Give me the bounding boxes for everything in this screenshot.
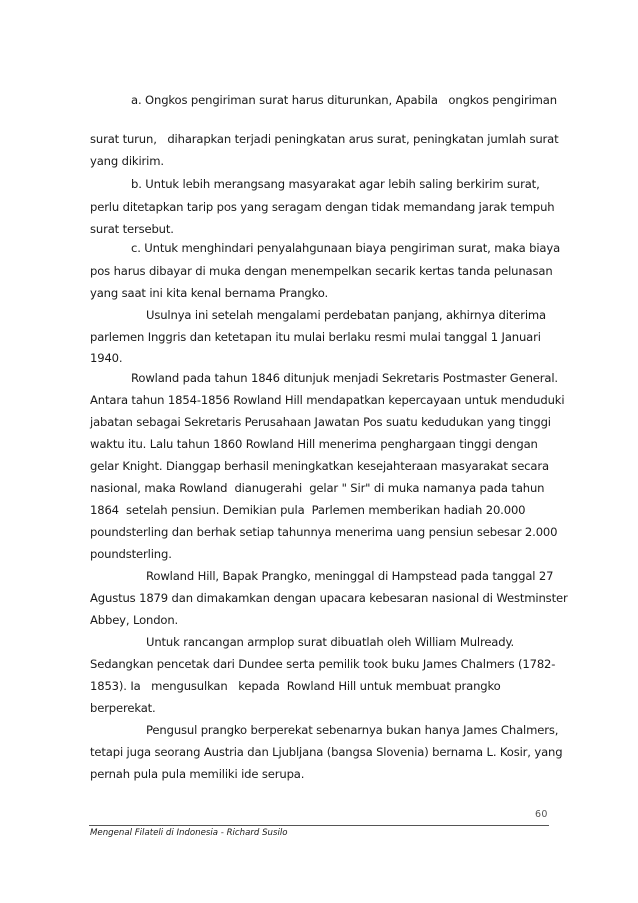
text-line: Agustus 1879 dan dimakamkan dengan upacara kebesaran nasional di Westminster xyxy=(90,591,568,605)
text-line: 1940. xyxy=(90,351,123,365)
text-line: yang dikirim. xyxy=(90,154,164,168)
text-line: jabatan sebagai Sekretaris Perusahaan Jawatan Pos suatu kedudukan yang tinggi xyxy=(90,415,551,429)
text-line: Antara tahun 1854-1856 Rowland Hill mendapatkan kepercayaan untuk menduduki xyxy=(90,393,565,407)
text-line: pernah pula pula memiliki ide serupa. xyxy=(90,767,305,781)
text-line: 1864 setelah pensiun. Demikian pula Parlemen memberikan hadiah 20.000 xyxy=(90,503,526,517)
text-line: tetapi juga seorang Austria dan Ljubljana (bangsa Slovenia) bernama L. Kosir, yang xyxy=(90,745,563,759)
text-line: Sedangkan pencetak dari Dundee serta pemilik took buku James Chalmers (1782- xyxy=(90,657,556,671)
text-line: surat tersebut. xyxy=(90,222,174,236)
text-line: Rowland Hill, Bapak Prangko, meninggal di Hampstead pada tanggal 27 xyxy=(146,569,554,583)
text-line: c. Untuk menghindari penyalahgunaan biaya pengiriman surat, maka biaya xyxy=(131,241,561,255)
footer-divider xyxy=(89,825,549,826)
text-line: Untuk rancangan armplop surat dibuatlah oleh William Mulready. xyxy=(146,635,515,649)
text-line: surat turun, diharapkan terjadi peningkatan arus surat, peningkatan jumlah surat xyxy=(90,132,559,146)
text-line: poundsterling. xyxy=(90,547,172,561)
page-number: 60 xyxy=(535,809,548,820)
text-line: parlemen Inggris dan ketetapan itu mulai berlaku resmi mulai tanggal 1 Januari xyxy=(90,330,541,344)
text-line: perlu ditetapkan tarip pos yang seragam dengan tidak memandang jarak tempuh xyxy=(90,200,555,214)
text-line: pos harus dibayar di muka dengan menempelkan secarik kertas tanda pelunasan xyxy=(90,264,553,278)
text-line: a. Ongkos pengiriman surat harus diturunkan, Apabila ongkos pengiriman xyxy=(131,93,557,107)
text-line: Usulnya ini setelah mengalami perdebatan panjang, akhirnya diterima xyxy=(146,308,546,322)
text-line: yang saat ini kita kenal bernama Prangko. xyxy=(90,286,329,300)
text-line: Abbey, London. xyxy=(90,613,179,627)
footer-text: Mengenal Filateli di Indonesia - Richard Susilo xyxy=(90,828,288,838)
text-line: nasional, maka Rowland dianugerahi gelar " Sir" di muka namanya pada tahun xyxy=(90,481,545,495)
text-line: b. Untuk lebih merangsang masyarakat agar lebih saling berkirim surat, xyxy=(131,177,540,191)
text-line: Rowland pada tahun 1846 ditunjuk menjadi Sekretaris Postmaster General. xyxy=(131,371,558,385)
text-line: gelar Knight. Dianggap berhasil meningkatkan kesejahteraan masyarakat secara xyxy=(90,459,549,473)
text-line: Pengusul prangko berperekat sebenarnya bukan hanya James Chalmers, xyxy=(146,723,559,737)
text-line: waktu itu. Lalu tahun 1860 Rowland Hill menerima penghargaan tinggi dengan xyxy=(90,437,538,451)
text-line: poundsterling dan berhak setiap tahunnya menerima uang pensiun sebesar 2.000 xyxy=(90,525,558,539)
text-line: 1853). Ia mengusulkan kepada Rowland Hill untuk membuat prangko xyxy=(90,679,501,693)
text-line: berperekat. xyxy=(90,701,156,715)
